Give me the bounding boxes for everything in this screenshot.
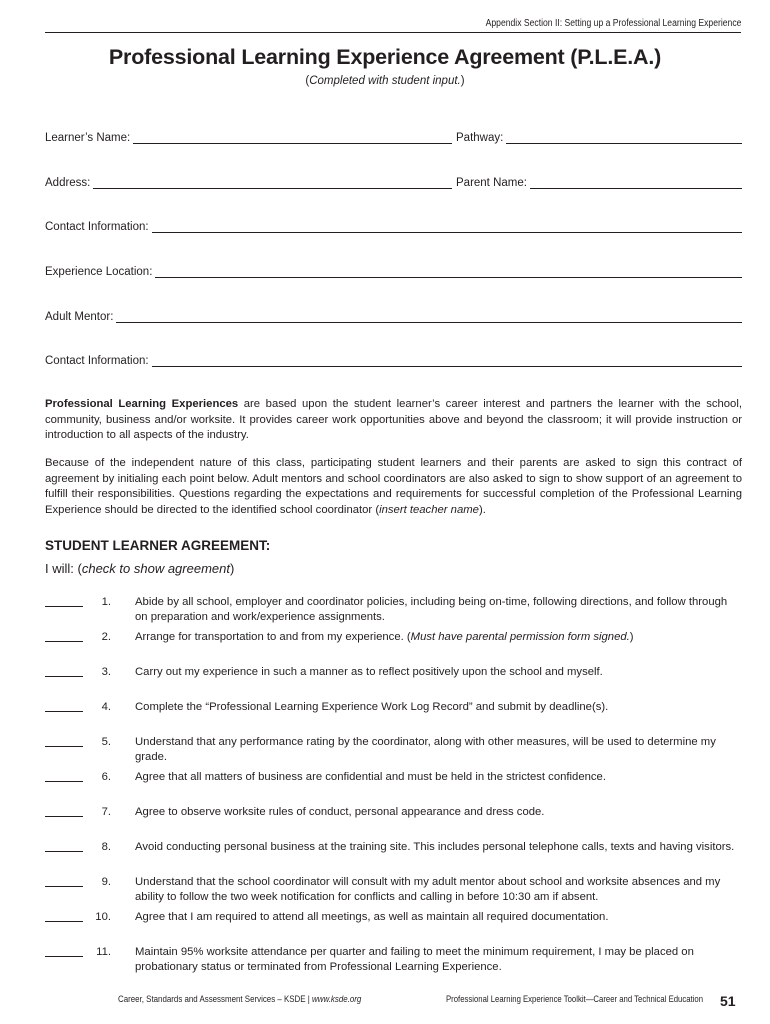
learner-name-label: Learner’s Name: [45,132,131,144]
initial-blank[interactable] [45,630,83,642]
footer-left: Career, Standards and Assessment Services – KSDE | www.ksde.org [118,994,362,1004]
initial-blank[interactable] [45,840,83,852]
agreement-item: 3. Carry out my experience in such a manner as to reflect positively upon the school and myself. [45,665,742,680]
contact-information-line[interactable] [152,221,742,233]
adult-mentor-label: Adult Mentor: [45,311,114,323]
initial-blank[interactable] [45,770,83,782]
agreement-item: 10. Agree that I am required to attend all meetings, as well as maintain all required documentation. [45,910,742,925]
initial-blank[interactable] [45,805,83,817]
address-field[interactable] [45,173,452,189]
parent-name-label: Parent Name: [456,177,527,189]
pathway-field[interactable] [456,128,742,144]
agreement-item: 5. Understand that any performance rating by the coordinator, along with other measures, will be used to determine my grade. [45,735,742,765]
pathway-line[interactable] [506,132,742,144]
learner-name-line[interactable] [133,132,452,144]
agreement-item: 11. Maintain 95% worksite attendance per quarter and failing to meet the minimum requirement, I may be placed on probationary status or terminated from Professional Learning Experience. [45,945,742,975]
initial-blank[interactable] [45,875,83,887]
adult-mentor-field[interactable] [45,307,742,323]
agreement-item: 6. Agree that all matters of business are confidential and must be held in the strictest confidence. [45,770,742,785]
agreement-item: 2. Arrange for transportation to and from my experience. (Must have parental permission form signed.) [45,630,742,645]
footer-right: Professional Learning Experience Toolkit—Career and Technical Education [446,994,704,1004]
header-rule [45,32,741,33]
contact-information-field[interactable] [45,217,742,233]
page-subtitle: (Completed with student input.) [305,75,465,87]
initial-blank[interactable] [45,910,83,922]
mentor-contact-information-field[interactable] [45,351,742,367]
agreement-instruction: I will: (check to show agreement) [45,561,235,576]
experience-location-label: Experience Location: [45,266,153,278]
initial-blank[interactable] [45,700,83,712]
experience-location-line[interactable] [155,266,742,278]
agreement-item: 1. Abide by all school, employer and coordinator policies, including being on-time, following directions, and follow through on preparation and work/experience assignments. [45,595,742,625]
page-title: Professional Learning Experience Agreement (P.L.E.A.) [108,45,662,69]
parent-name-field[interactable] [456,173,742,189]
agreement-item: 8. Avoid conducting personal business at the training site. This includes personal telephone calls, texts and having visitors. [45,840,742,855]
mentor-contact-information-label: Contact Information: [45,355,149,367]
adult-mentor-line[interactable] [116,311,742,323]
experience-location-field[interactable] [45,262,742,278]
initial-blank[interactable] [45,735,83,747]
running-header: Appendix Section II: Setting up a Professional Learning Experience [485,18,741,29]
intro-paragraph: Professional Learning Experiences are based upon the student learner’s career interest and partners the learner with the school, community, business and/or worksite. It provides career work opportunities above and beyond the classroom; it will provide instruction or introduction to all aspects of the industry. [45,398,742,441]
section-heading: STUDENT LEARNER AGREEMENT: [45,538,271,553]
initial-blank[interactable] [45,665,83,677]
parent-name-line[interactable] [530,177,742,189]
mentor-contact-information-line[interactable] [152,355,742,367]
agreement-item: 7. Agree to observe worksite rules of conduct, personal appearance and dress code. [45,805,742,820]
initial-blank[interactable] [45,945,83,957]
address-line[interactable] [93,177,452,189]
agreement-item: 4. Complete the “Professional Learning Experience Work Log Record” and submit by deadline(s). [45,700,742,715]
contact-information-label: Contact Information: [45,221,149,233]
address-label: Address: [45,177,91,189]
initial-blank[interactable] [45,595,83,607]
learner-name-field[interactable] [45,128,452,144]
agreement-item: 9. Understand that the school coordinator will consult with my adult mentor about school and worksite absences and my ability to follow the two week notification for conflicts and calling in before 10:30 am if absent. [45,875,742,905]
instructions-paragraph: Because of the independent nature of this class, participating student learners and their parents are asked to sign this contract of agreement by initialing each point below. Adult mentors and school coordinators are also asked to sign to show support of an agreement to fulfill their responsibilities. Questions regarding the expectations and requirements for successful completion of the Professional Learning Experience should be directed to the identified school coordinator (insert teacher name). [45,457,742,516]
page-number: 51 [720,993,736,1009]
pathway-label: Pathway: [456,132,504,144]
footer-link: www.ksde.org [311,994,362,1004]
